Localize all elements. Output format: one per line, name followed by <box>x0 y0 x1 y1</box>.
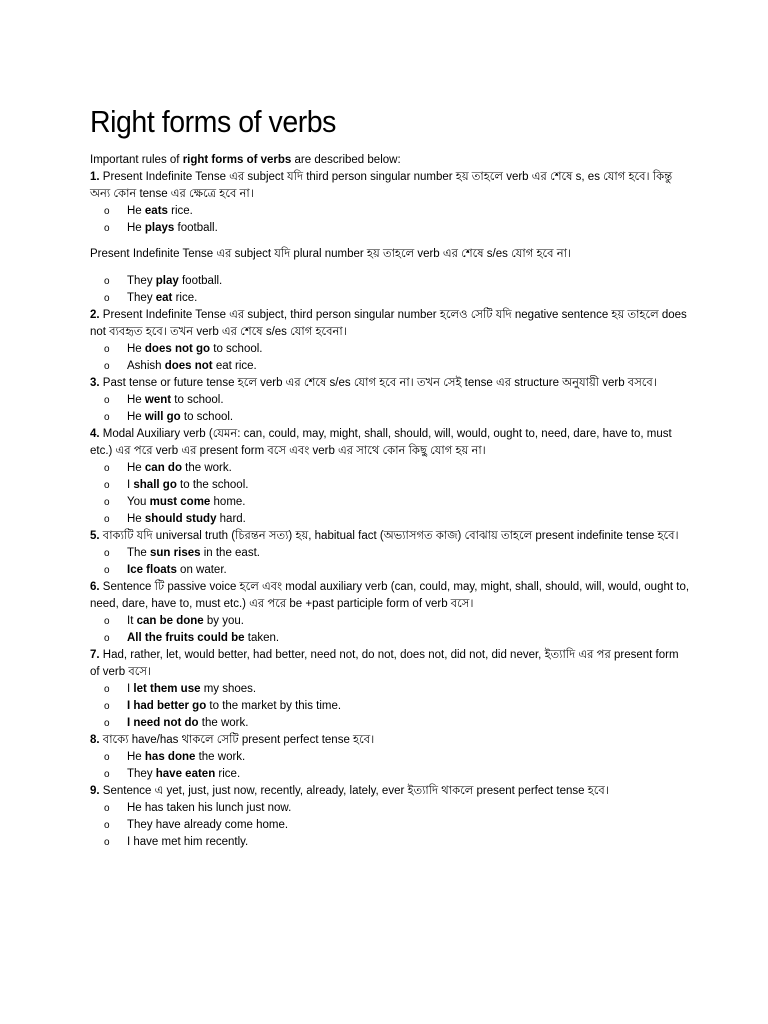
list-item: o All the fruits could be taken. <box>90 630 690 647</box>
rule-number: 6. <box>90 581 100 593</box>
list-item: o He plays football. <box>90 220 690 237</box>
rule-6-examples <box>90 613 690 647</box>
list-item: o He does not go to school. <box>90 341 690 358</box>
list-item: o They play football. <box>90 273 690 290</box>
list-item: o Ashish does not eat rice. <box>90 358 690 375</box>
rule-4-examples <box>90 460 690 528</box>
list-item: o He will go to school. <box>90 409 690 426</box>
list-item: o They eat rice. <box>90 290 690 307</box>
rule-6 <box>90 579 690 613</box>
rule-text: Sentence টি passive voice হলে এবং modal auxiliary verb (can, could, may, might, shall, should, will, would, ought to, need, dare, have to, must etc.) এর পরে be +past participle form of verb বসে। <box>90 581 690 610</box>
rule-number: 3. <box>90 377 100 389</box>
list-item: o You must come home. <box>90 494 690 511</box>
rule-text: Modal Auxiliary verb (যেমন: can, could, may, might, shall, should, will, would, ought to, need, dare, have to, must etc.) এর পরে verb এর present form বসে এবং verb এর সাথে কোন কিছু যোগ হয় না। <box>90 428 672 457</box>
rule-text: Had, rather, let, would better, had better, need not, do not, does not, did not, did never, ইত্যাদি এর পর present form of verb বসে। <box>90 649 679 678</box>
rule-text: Present Indefinite Tense এর subject যদি third person singular number হয় তাহলে verb এর শেষে s, es যোগ হবে। কিন্তু অন্য কোন tense এর ক্ষেত্রে হবে না। <box>90 171 673 200</box>
rule-text: বাক্যটি যদি universal truth (চিরন্তন সত্য) হয়, habitual fact (অভ্যাসগত কাজ) বোঝায় তাহলে present indefinite tense হবে। <box>99 530 679 542</box>
list-item: o He went to school. <box>90 392 690 409</box>
rule-1-examples-2 <box>90 273 690 307</box>
rule-2 <box>90 307 690 341</box>
rule-number: 7. <box>90 649 100 661</box>
list-item: o Ice floats on water. <box>90 562 690 579</box>
list-item: o They have already come home. <box>90 817 690 834</box>
list-item: o I need not do the work. <box>90 715 690 732</box>
rule-5-examples <box>90 545 690 579</box>
rule-text: Past tense or future tense হলে verb এর শেষে s/es যোগ হবে না। তখন সেই tense এর structure অনুযায়ী verb বসবে। <box>99 377 657 389</box>
rule-number: 5. <box>90 530 100 542</box>
list-item: o He should study hard. <box>90 511 690 528</box>
rule-2-examples <box>90 341 690 375</box>
list-item: o It can be done by you. <box>90 613 690 630</box>
list-item: o I had better go to the market by this time. <box>90 698 690 715</box>
list-item: o I have met him recently. <box>90 834 690 851</box>
rule-number: 1. <box>90 171 100 183</box>
rule-1-note: Present Indefinite Tense এর subject যদি plural number হয় তাহলে verb এর শেষে s/es যোগ হবে না। <box>90 248 572 260</box>
rule-9 <box>90 783 690 800</box>
list-item: o They have eaten rice. <box>90 766 690 783</box>
list-item: o I let them use my shoes. <box>90 681 690 698</box>
page-title: Right forms of verbs <box>90 104 336 139</box>
rule-5 <box>90 528 690 545</box>
rule-number: 2. <box>90 309 100 321</box>
list-item: o He can do the work. <box>90 460 690 477</box>
list-item: o I shall go to the school. <box>90 477 690 494</box>
rule-text: Present Indefinite Tense এর subject, third person singular number হলেও সেটি যদি negative sentence হয় তাহলে does not ব্যবহৃত হবে। তখন verb এর শেষে s/es যোগ হবেনা। <box>90 309 687 338</box>
rule-1 <box>90 169 690 203</box>
rule-7-examples <box>90 681 690 732</box>
rule-9-examples <box>90 800 690 851</box>
intro-bold: right forms of verbs <box>182 154 292 166</box>
rule-4 <box>90 426 690 460</box>
rule-8 <box>90 732 690 749</box>
rule-text: বাক্যে have/has থাকলে সেটি present perfect tense হবে। <box>99 734 375 746</box>
rule-number: 4. <box>90 428 100 440</box>
rule-7 <box>90 647 690 681</box>
list-item: o The sun rises in the east. <box>90 545 690 562</box>
rule-text: Sentence এ yet, just, just now, recently, already, lately, ever ইত্যাদি থাকলে present perfect tense হবে। <box>99 785 609 797</box>
rule-8-examples <box>90 749 690 783</box>
list-item: o He eats rice. <box>90 203 690 220</box>
rule-3 <box>90 375 690 392</box>
rule-number: 8. <box>90 734 100 746</box>
rule-1-examples <box>90 203 690 237</box>
intro-text: Important rules of <box>90 154 183 166</box>
list-item: o He has taken his lunch just now. <box>90 800 690 817</box>
rule-number: 9. <box>90 785 100 797</box>
intro-paragraph <box>90 152 690 169</box>
rule-3-examples <box>90 392 690 426</box>
intro-text-end: are described below: <box>291 154 401 166</box>
list-item: o He has done the work. <box>90 749 690 766</box>
document-body <box>90 152 690 851</box>
